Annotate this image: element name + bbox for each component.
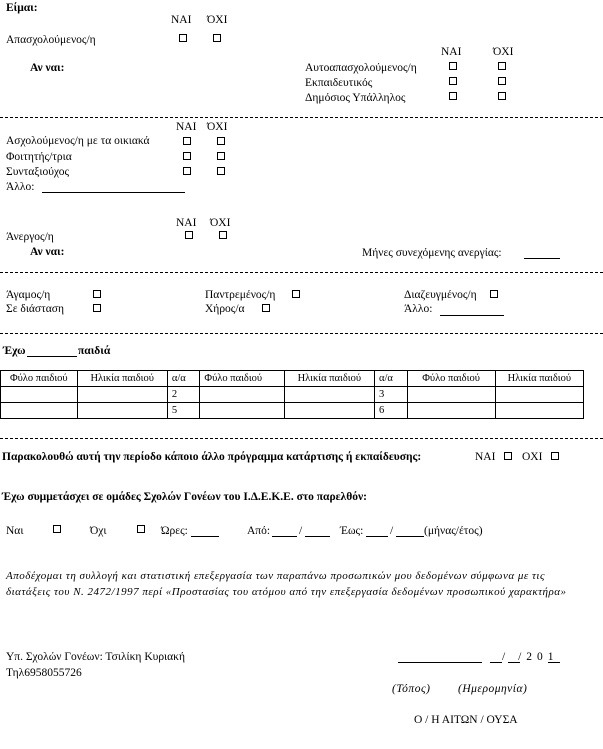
parents-school-question: Έχω συμμετάσχει σε ομάδες Σχολών Γονέων του Ι.Δ.Ε.Κ.Ε. στο παρελθόν: <box>2 491 367 503</box>
training-no-label: ΟΧΙ <box>522 451 543 463</box>
children-word-label: παιδιά <box>78 345 111 357</box>
civil-servant-no-checkbox[interactable] <box>498 92 506 100</box>
slash: / <box>390 525 394 537</box>
table-header-row <box>1 371 584 387</box>
year-input-line[interactable] <box>548 662 560 663</box>
housework-label: Ασχολούμενος/η με τα οικιακά <box>6 135 150 147</box>
table-cell[interactable] <box>407 403 495 419</box>
table-cell[interactable] <box>495 403 583 419</box>
table-cell: 3 <box>374 387 407 403</box>
student-no-checkbox[interactable] <box>217 152 225 160</box>
self-employed-label: Αυτοαπασχολούμενος/η <box>305 62 417 74</box>
contact-name: Υπ. Σχολών Γονέων: Τσιλίκη Κυριακή <box>6 651 185 663</box>
table-header-cell: Ηλικία παιδιού <box>284 371 374 387</box>
unemployed-label: Άνεργος/η <box>6 231 54 243</box>
married-checkbox[interactable] <box>292 290 300 298</box>
months-label: Μήνες συνεχόμενης ανεργίας: <box>362 247 502 259</box>
iam-label: Είμαι: <box>6 2 38 14</box>
date-line: / /201 <box>502 651 559 663</box>
from-label: Από: <box>247 525 271 537</box>
applicant-label: Ο / Η ΑΙΤΩΝ / ΟΥΣΑ <box>414 714 518 726</box>
housework-yes-checkbox[interactable] <box>183 137 191 145</box>
single-label: Άγαμος/η <box>6 289 51 301</box>
until-month-input-line[interactable] <box>366 536 388 537</box>
table-header-cell: Φύλο παιδιού <box>1 371 78 387</box>
employed-yes-checkbox[interactable] <box>179 34 187 42</box>
table-cell[interactable] <box>77 403 167 419</box>
other-input-line[interactable] <box>42 192 185 193</box>
training-yes-label: ΝΑΙ <box>475 451 496 463</box>
from-year-input-line[interactable] <box>305 536 330 537</box>
student-yes-checkbox[interactable] <box>183 152 191 160</box>
training-question: Παρακολουθώ αυτή την περίοδο κάποιο άλλο πρόγραμμα κατάρτισης ή εκπαίδευσης: <box>2 451 422 463</box>
self-employed-no-checkbox[interactable] <box>498 62 506 70</box>
yes-header-2: ΝΑΙ <box>441 46 462 58</box>
employed-label: Απασχολούμενος/η <box>6 34 96 46</box>
separated-checkbox[interactable] <box>93 304 101 312</box>
table-row <box>1 387 584 403</box>
unit-label: (μήνας/έτος) <box>424 525 483 537</box>
unemployed-yes-checkbox[interactable] <box>185 231 193 239</box>
hours-input-line[interactable] <box>191 536 219 537</box>
table-row <box>1 403 584 419</box>
if-yes-label-2: Αν ναι: <box>30 246 65 258</box>
table-header-cell: α/α <box>167 371 200 387</box>
table-cell[interactable] <box>284 387 374 403</box>
separator <box>0 333 603 334</box>
parents-yes-label: Ναι <box>6 525 24 537</box>
civil-servant-label: Δημόσιος Υπάλληλος <box>305 92 406 104</box>
retired-yes-checkbox[interactable] <box>183 167 191 175</box>
student-label: Φοιτητής/τρια <box>6 151 72 163</box>
other-marital-input-line[interactable] <box>440 315 504 316</box>
if-yes-label: Αν ναι: <box>30 62 65 74</box>
contact-phone: Τηλ6958055726 <box>6 667 82 679</box>
separated-label: Σε διάσταση <box>6 303 64 315</box>
until-year-input-line[interactable] <box>396 536 424 537</box>
table-cell[interactable] <box>495 387 583 403</box>
from-month-input-line[interactable] <box>272 536 297 537</box>
place-input-line[interactable] <box>398 662 482 663</box>
children-count-input-line[interactable] <box>27 356 77 357</box>
table-header-cell: Φύλο παιδιού <box>407 371 495 387</box>
table-cell[interactable] <box>284 403 374 419</box>
teacher-label: Εκπαιδευτικός <box>305 77 373 89</box>
teacher-yes-checkbox[interactable] <box>449 77 457 85</box>
hours-label: Ώρες: <box>161 525 188 537</box>
housework-no-checkbox[interactable] <box>217 137 225 145</box>
months-input-line[interactable] <box>524 258 560 259</box>
yes-header: ΝΑΙ <box>171 14 192 26</box>
married-label: Παντρεμένος/η <box>205 289 276 301</box>
table-cell[interactable] <box>1 387 78 403</box>
training-no-checkbox[interactable] <box>551 452 559 460</box>
table-cell[interactable] <box>407 387 495 403</box>
parents-yes-checkbox[interactable] <box>53 525 61 533</box>
day-input-line[interactable] <box>490 662 502 663</box>
table-header-cell: Ηλικία παιδιού <box>495 371 583 387</box>
no-header-2: ΌΧΙ <box>493 46 514 58</box>
separator <box>0 272 603 273</box>
children-table <box>0 370 584 419</box>
no-header-4: ΌΧΙ <box>210 217 231 229</box>
training-yes-checkbox[interactable] <box>504 452 512 460</box>
consent-text: Αποδέχομαι τη συλλογή και στατιστική επεξεργασία των παραπάνω προσωπικών μου δεδομένων σύμφωνα με τις διατάξεις του Ν. 2472/1997 περί «Προστασίας του ατόμου από την επεξεργασία δεδομένων προσωπικού χαρακτήρα» <box>6 570 567 598</box>
employed-no-checkbox[interactable] <box>213 34 221 42</box>
have-label: Έχω <box>3 345 26 357</box>
table-header-cell: α/α <box>374 371 407 387</box>
table-cell[interactable] <box>200 387 284 403</box>
table-header-cell: Φύλο παιδιού <box>200 371 284 387</box>
yes-header-3: ΝΑΙ <box>176 121 197 133</box>
other-label: Άλλο: <box>6 181 35 193</box>
teacher-no-checkbox[interactable] <box>498 77 506 85</box>
table-cell: 5 <box>167 403 200 419</box>
parents-no-checkbox[interactable] <box>137 525 145 533</box>
retired-no-checkbox[interactable] <box>217 167 225 175</box>
widowed-label: Χήρος/α <box>205 303 245 315</box>
other-marital-label: Άλλο: <box>404 303 433 315</box>
date-label: (Ημερομηνία) <box>458 683 528 695</box>
until-label: Έως: <box>340 525 364 537</box>
slash: / <box>299 525 303 537</box>
place-label: (Τόπος) <box>392 683 431 695</box>
table-cell: 2 <box>167 387 200 403</box>
divorced-checkbox[interactable] <box>490 290 498 298</box>
no-header: ΌΧΙ <box>207 14 228 26</box>
table-cell[interactable] <box>77 387 167 403</box>
table-cell[interactable] <box>1 403 78 419</box>
table-header-cell: Ηλικία παιδιού <box>77 371 167 387</box>
separator <box>0 117 603 118</box>
divorced-label: Διαζευγμένος/η <box>404 289 477 301</box>
widowed-checkbox[interactable] <box>262 304 270 312</box>
unemployed-no-checkbox[interactable] <box>219 231 227 239</box>
separator <box>0 438 603 439</box>
no-header-3: ΌΧΙ <box>207 121 228 133</box>
parents-no-label: Όχι <box>90 525 107 537</box>
table-cell: 6 <box>374 403 407 419</box>
self-employed-yes-checkbox[interactable] <box>449 62 457 70</box>
table-cell[interactable] <box>200 403 284 419</box>
yes-header-4: ΝΑΙ <box>176 217 197 229</box>
retired-label: Συνταξιούχος <box>6 166 70 178</box>
civil-servant-yes-checkbox[interactable] <box>449 92 457 100</box>
single-checkbox[interactable] <box>93 290 101 298</box>
